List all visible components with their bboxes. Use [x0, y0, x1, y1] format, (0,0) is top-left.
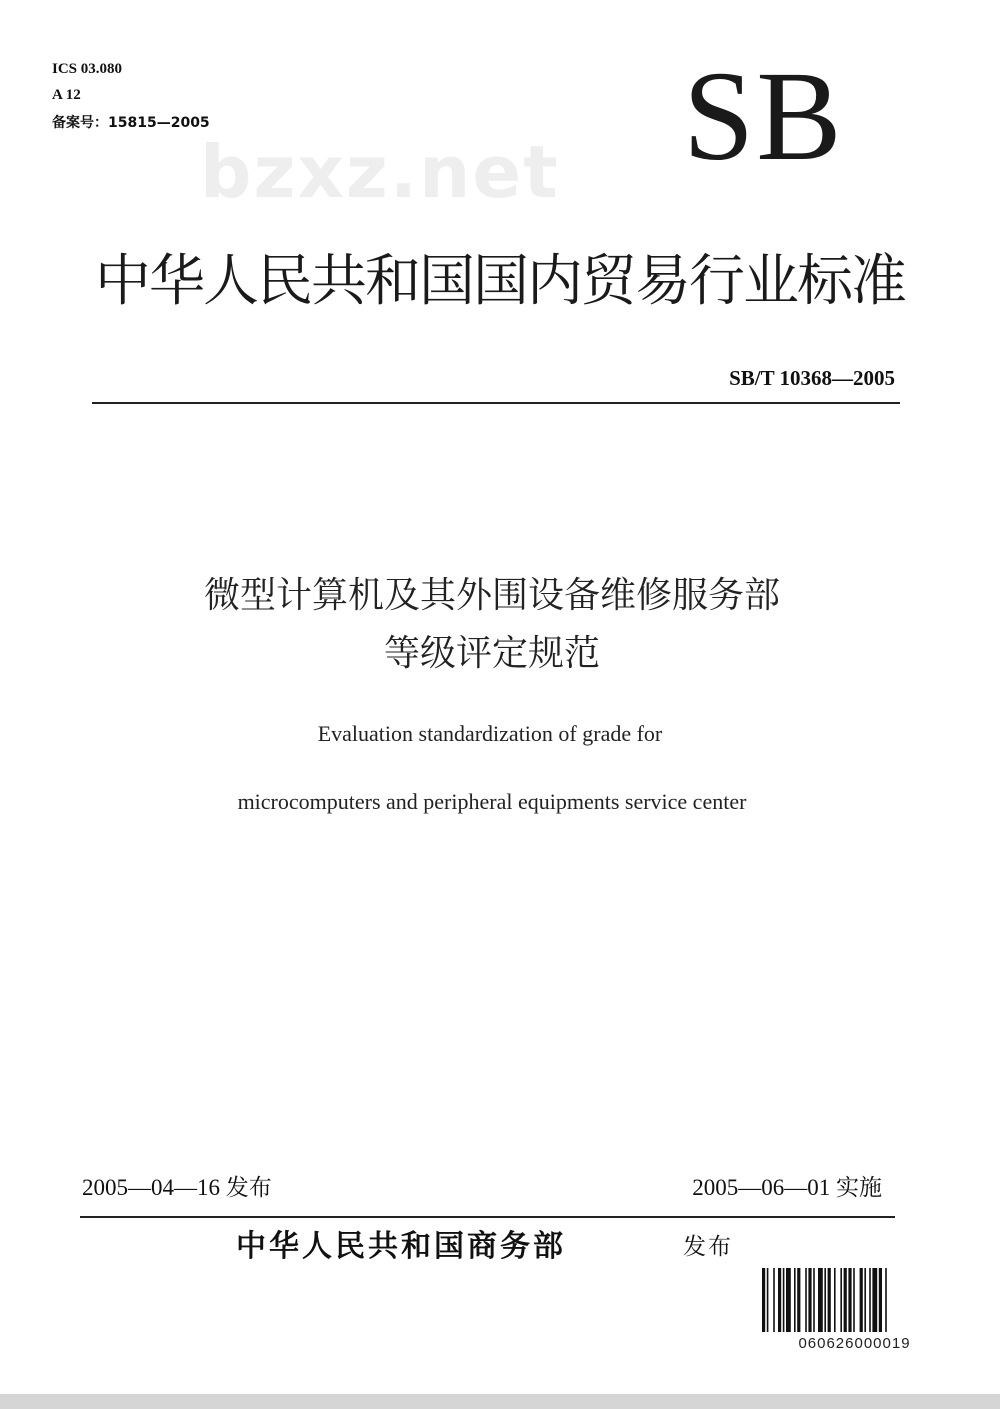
barcode-bar	[818, 1268, 823, 1332]
barcode-bar	[864, 1268, 866, 1332]
barcode-bar	[783, 1268, 785, 1332]
barcode-bar	[773, 1268, 775, 1332]
barcode-bar	[778, 1268, 781, 1332]
english-title-line-1: Evaluation standardization of grade for	[317, 721, 663, 746]
barcode-bar	[786, 1268, 791, 1332]
barcode-bar	[840, 1268, 842, 1332]
implementation-date: 2005—06—01 实施	[692, 1175, 882, 1200]
barcode-bar	[808, 1268, 811, 1332]
barcode-bar	[813, 1268, 815, 1332]
chinese-title-line-1: 微型计算机及其外围设备维修服务部	[203, 575, 780, 616]
chinese-title-line-2: 等级评定规范	[383, 633, 600, 674]
barcode-bar	[860, 1268, 863, 1332]
sb-logo: SB	[683, 45, 844, 187]
barcode-bar	[879, 1268, 882, 1332]
issuer-suffix: 发布	[683, 1234, 733, 1260]
watermark: bzxz.net	[200, 130, 560, 214]
barcode-bar	[797, 1268, 800, 1332]
barcode	[762, 1268, 947, 1332]
barcode-bar	[794, 1268, 796, 1332]
barcode-bar	[767, 1268, 769, 1332]
standard-category-title: 中华人民共和国国内贸易行业标准	[95, 249, 905, 314]
issuing-authority: 中华人民共和国商务部	[236, 1229, 566, 1264]
page-edge	[0, 1394, 1000, 1409]
category-code: A 12	[52, 87, 81, 103]
ics-code: ICS 03.080	[52, 61, 123, 77]
barcode-number: 060626000019	[798, 1335, 911, 1352]
top-divider	[92, 402, 900, 404]
barcode-bar	[872, 1268, 877, 1332]
barcode-bar	[853, 1268, 855, 1332]
bottom-divider	[80, 1216, 895, 1218]
barcode-bar	[828, 1268, 831, 1332]
standard-code: SB/T 10368—2005	[729, 366, 895, 390]
english-title-line-2: microcomputers and peripheral equipments service center	[237, 789, 747, 814]
barcode-bar	[885, 1268, 887, 1332]
barcode-bar	[824, 1268, 826, 1332]
barcode-bar	[848, 1268, 851, 1332]
barcode-bar	[834, 1268, 836, 1332]
release-date: 2005—04—16 发布	[82, 1175, 272, 1200]
barcode-bar	[869, 1268, 871, 1332]
barcode-bar	[805, 1268, 807, 1332]
barcode-bar	[762, 1268, 765, 1332]
record-number: 备案号：15815—2005	[52, 115, 210, 131]
barcode-bar	[844, 1268, 847, 1332]
